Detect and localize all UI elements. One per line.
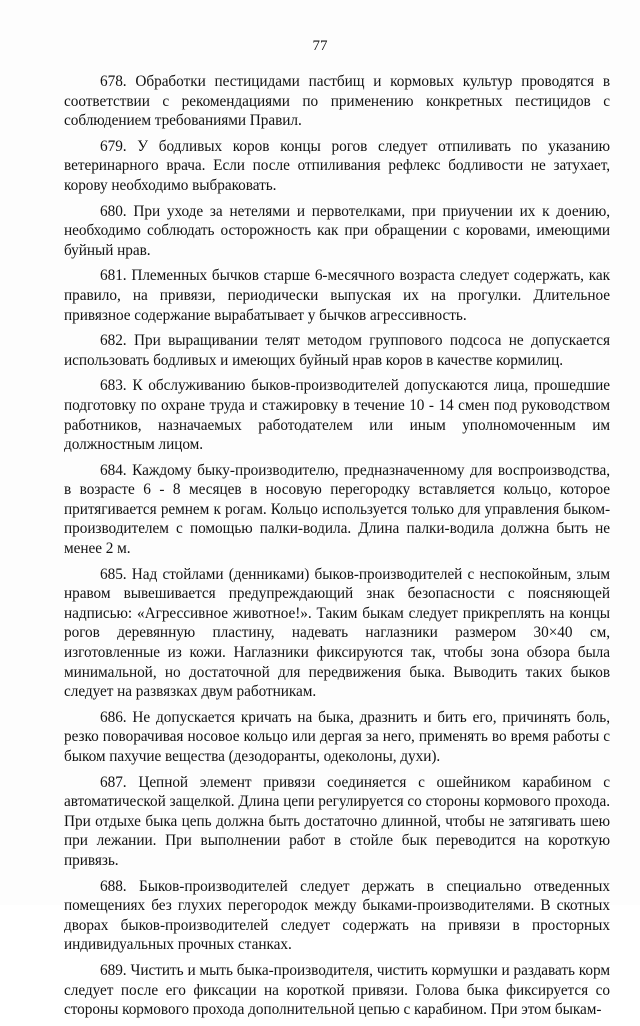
paragraph-683: 683. К обслуживанию быков-производителей допускаются лица, прошедшие подготовку по охране труда и стажировку в течение 10 - 14 смен под руководством работников, назначаемых работодателем или иным уполномоченным им должностным лицом. bbox=[64, 377, 610, 454]
paragraph-680: 680. При уходе за нетелями и первотелками, при приучении их к доению, необходимо соблюдать осторожность как при обращении с коровами, имеющими буйный нрав. bbox=[64, 202, 610, 259]
paragraph-688: 688. Быков-производителей следует держать в специально отведенных помещениях без глухих перегородок между быками-производителями. В скотных дворах быков-производителей следует содержать на привязи в просторных индивидуальных прочных станках. bbox=[64, 877, 610, 954]
paragraph-687: 687. Цепной элемент привязи соединяется с ошейником карабином с автоматической защелкой. Длина цепи регулируется со стороны кормового прохода. При отдыхе быка цепь должна быть достаточно длинной, чтобы не затягивать шею при лежании. При выполнении работ в стойле бык переводится на короткую привязь. bbox=[64, 773, 610, 869]
paragraph-678: 678. Обработки пестицидами пастбищ и кормовых культур проводятся в соответствии с рекомендациями по применению конкретных пестицидов с соблюдением требованиями Правил. bbox=[64, 73, 610, 130]
paragraph-684: 684. Каждому быку-производителю, предназначенному для воспроизводства, в возрасте 6 - 8 месяцев в носовую перегородку вставляется кольцо, которое притягивается ремнем к рогам. Кольцо используется только для управления быком-производителем с помощью палки-водила. Длина палки-водила должна быть не менее 2 м. bbox=[64, 461, 610, 558]
paragraph-685: 685. Над стойлами (денниками) быков-производителей с неспокойным, злым нравом вывешивается предупреждающий знак безопасности с поясняющей надписью: «Агрессивное животное!». Таким быкам следует прикреплять на концы рогов деревянную пластину, надевать наглазники размером 30×40 см, изготовленные из кожи. Наглазники фиксируются так, чтобы зона обзора была минимальной, но достаточной для передвижения быка. Выводить таких быков следует на развязках двум работникам. bbox=[64, 565, 610, 701]
page-number: 77 bbox=[312, 38, 328, 54]
paragraph-679: 679. У бодливых коров концы рогов следует отпиливать по указанию ветеринарного врача. Если после отпиливания рефлекс бодливости не затухает, корову необходимо выбраковать. bbox=[64, 137, 610, 194]
paragraph-686: 686. Не допускается кричать на быка, дразнить и бить его, причинять боль, резко поворачивая носовое кольцо или дергая за него, применять во время работы с быком пахучие вещества (дезодоранты, одеколоны, духи). bbox=[64, 708, 610, 765]
paragraph-689: 689. Чистить и мыть быка-производителя, чистить кормушки и раздавать корм следует после его фиксации на короткой привязи. Голова быка фиксируется со стороны кормового прохода дополнительной цепью с карабином. При этом быкам- bbox=[64, 961, 610, 1019]
paragraph-681: 681. Племенных бычков старше 6-месячного возраста следует содержать, как правило, на привязи, периодически выпуская их на прогулки. Длительное привязное содержание вырабатывает у бычков агрессивность. bbox=[64, 267, 610, 324]
document-body bbox=[64, 72, 610, 1026]
paragraph-682: 682. При выращивании телят методом группового подсоса не допускается использовать бодливых и имеющих буйный нрав коров в качестве кормилиц. bbox=[64, 332, 610, 369]
